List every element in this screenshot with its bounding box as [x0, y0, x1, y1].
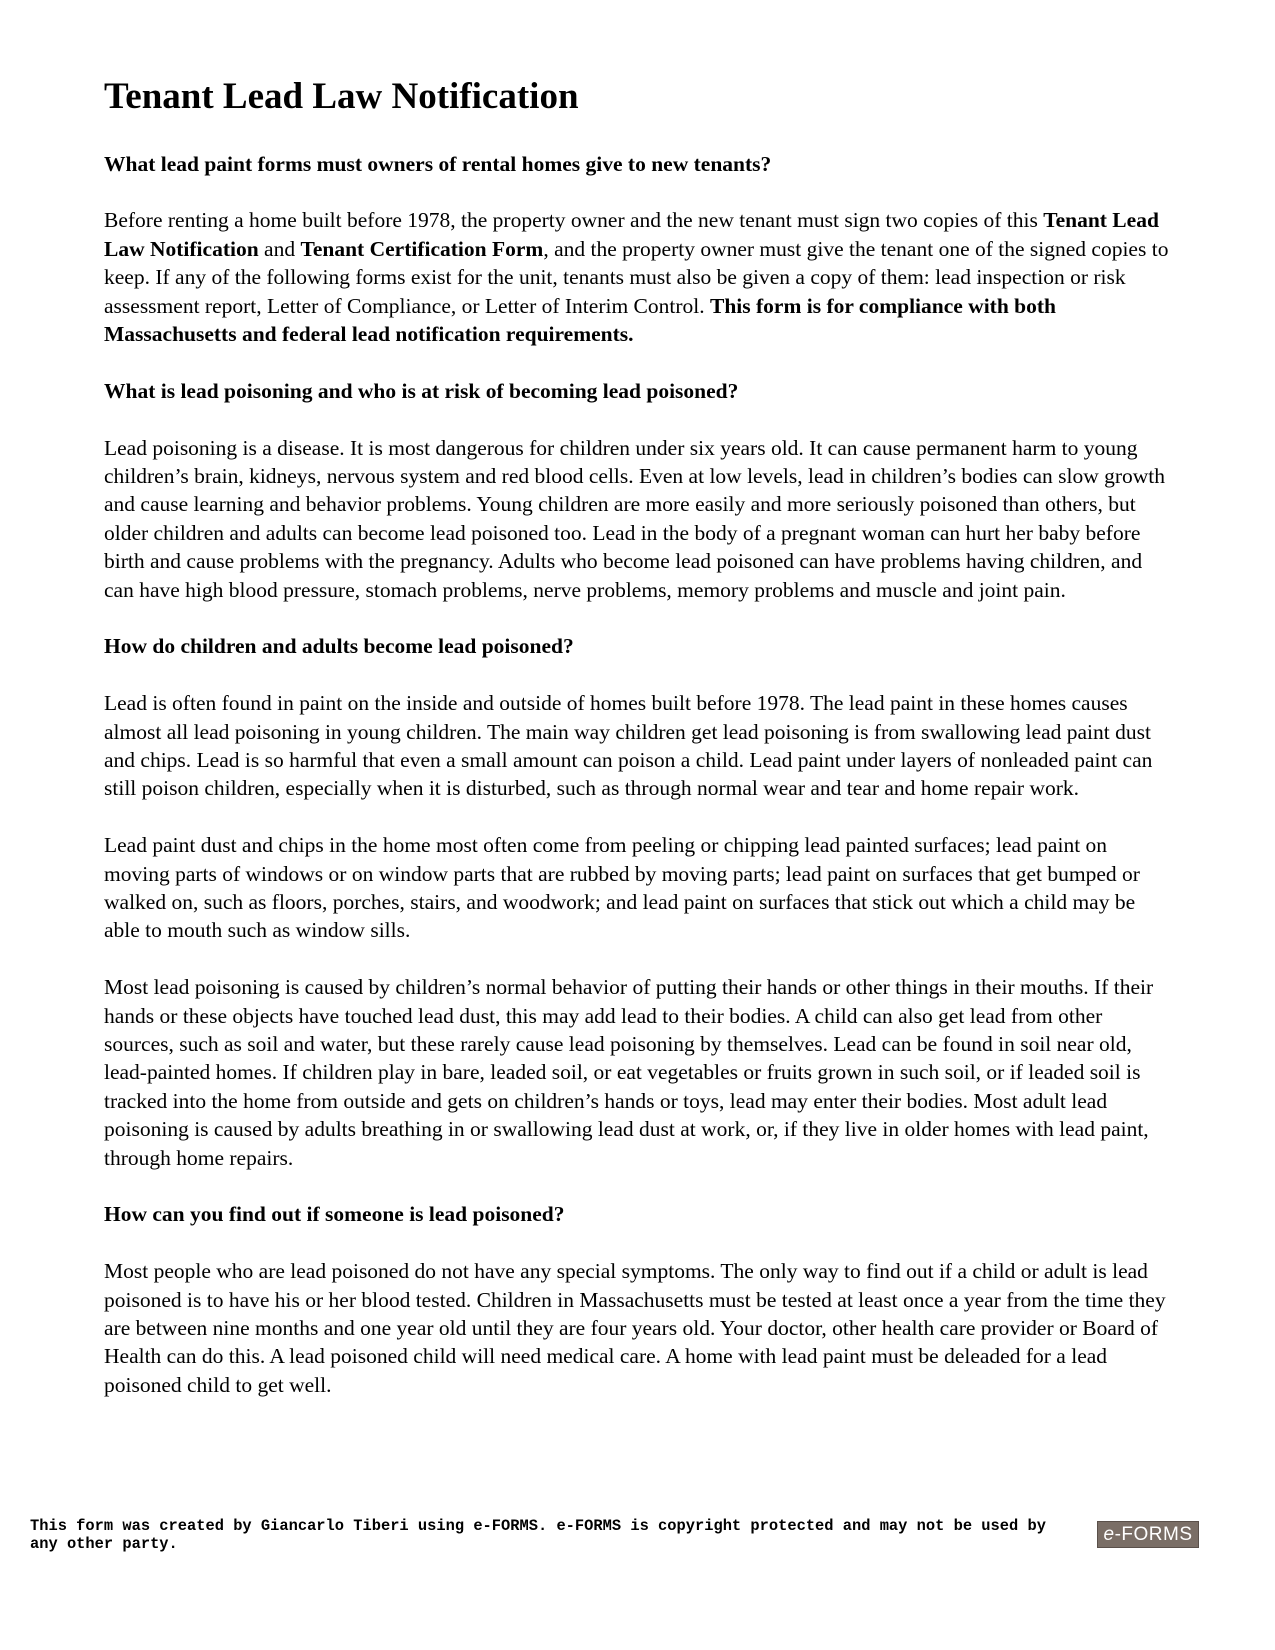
document-body: [104, 76, 1174, 1428]
text-run: Before renting a home built before 1978, the property owner and the new tenant must sign two copies of this: [104, 208, 1044, 233]
section-heading-what-is: What is lead poisoning and who is at risk of becoming lead poisoned?: [104, 378, 739, 403]
eforms-logo: [1097, 1521, 1199, 1548]
page-title: Tenant Lead Law Notification: [104, 76, 579, 117]
paragraph-how-poisoned-3: Most lead poisoning is caused by children’s normal behavior of putting their hands or other things in their mouths. If their hands or these objects have touched lead dust, this may add lead to their bodies. A child can also get lead from other sources, such as soil and water, but these rarely cause lead poisoning by themselves. Lead can be found in soil near old, lead-painted homes. If children play in bare, leaded soil, or eat vegetables or fruits grown in such soil, or if leaded soil is tracked into the home from outside and gets on children’s hands or toys, lead may enter their bodies. Most adult lead poisoning is caused by adults breathing in or swallowing lead dust at work, or, if they live in older homes with lead paint, through home repairs.: [104, 975, 1154, 1170]
text-run: and: [258, 236, 301, 261]
paragraph-what-is: Lead poisoning is a disease. It is most dangerous for children under six years old. It can cause permanent harm to young children’s brain, kidneys, nervous system and red blood cells. Even at low levels, lead in children’s bodies can slow growth and cause learning and behavior problems. Young children are more easily and more seriously poisoned than others, but older children and adults can become lead poisoned too. Lead in the body of a pregnant woman can hurt her baby before birth and cause problems with the pregnancy. Adults who become lead poisoned can have problems having children, and can have high blood pressure, stomach problems, nerve problems, memory problems and muscle and joint pain.: [104, 435, 1166, 602]
section-heading-forms: What lead paint forms must owners of rental homes give to new tenants?: [104, 151, 772, 176]
bold-form-name: Tenant Lead Law Notification: [104, 208, 1159, 261]
footer-notice: This form was created by Giancarlo Tiberi using e-FORMS. e-FORMS is copyright protected and may not be used by any other party.: [30, 1517, 1046, 1553]
paragraph-forms: [104, 206, 1174, 348]
section-heading-find-out: How can you find out if someone is lead poisoned?: [104, 1202, 565, 1227]
logo-prefix: e: [1103, 1524, 1115, 1545]
text-run: , and the property owner must give the tenant one of the signed copies to keep. If any of the following forms exist for the unit, tenants must also be given a copy of them: lead inspection or risk assessment report, Letter of Compliance, or Letter of Interim Control.: [104, 236, 1169, 318]
paragraph-how-poisoned-1: Lead is often found in paint on the inside and outside of homes built before 1978. The lead paint in these homes causes almost all lead poisoning in young children. The main way children get lead poisoning is from swallowing lead paint dust and chips. Lead is so harmful that even a small amount can poison a child. Lead paint under layers of nonleaded paint can still poison children, especially when it is disturbed, such as through normal wear and tear and home repair work.: [104, 691, 1153, 801]
section-heading-how-poisoned: How do children and adults become lead poisoned?: [104, 634, 574, 659]
bold-form-name: Tenant Certification Form: [300, 236, 544, 261]
paragraph-find-out: Most people who are lead poisoned do not have any special symptoms. The only way to find out if a child or adult is lead poisoned is to have his or her blood tested. Children in Massachusetts must be tested at least once a year from the time they are between nine months and one year old until they are four years old. Your doctor, other health care provider or Board of Health can do this. A lead poisoned child will need medical care. A home with lead paint must be deleaded for a lead poisoned child to get well.: [104, 1259, 1166, 1397]
compliance-statement: This form is for compliance with both Massachusetts and federal lead notification requirements.: [104, 293, 1056, 346]
logo-suffix: -FORMS: [1114, 1524, 1193, 1545]
paragraph-how-poisoned-2: Lead paint dust and chips in the home most often come from peeling or chipping lead painted surfaces; lead paint on moving parts of windows or on window parts that are rubbed by moving parts; lead paint on surfaces that get bumped or walked on, such as floors, porches, stairs, and woodwork; and lead paint on surfaces that stick out which a child may be able to mouth such as window sills.: [104, 833, 1140, 943]
